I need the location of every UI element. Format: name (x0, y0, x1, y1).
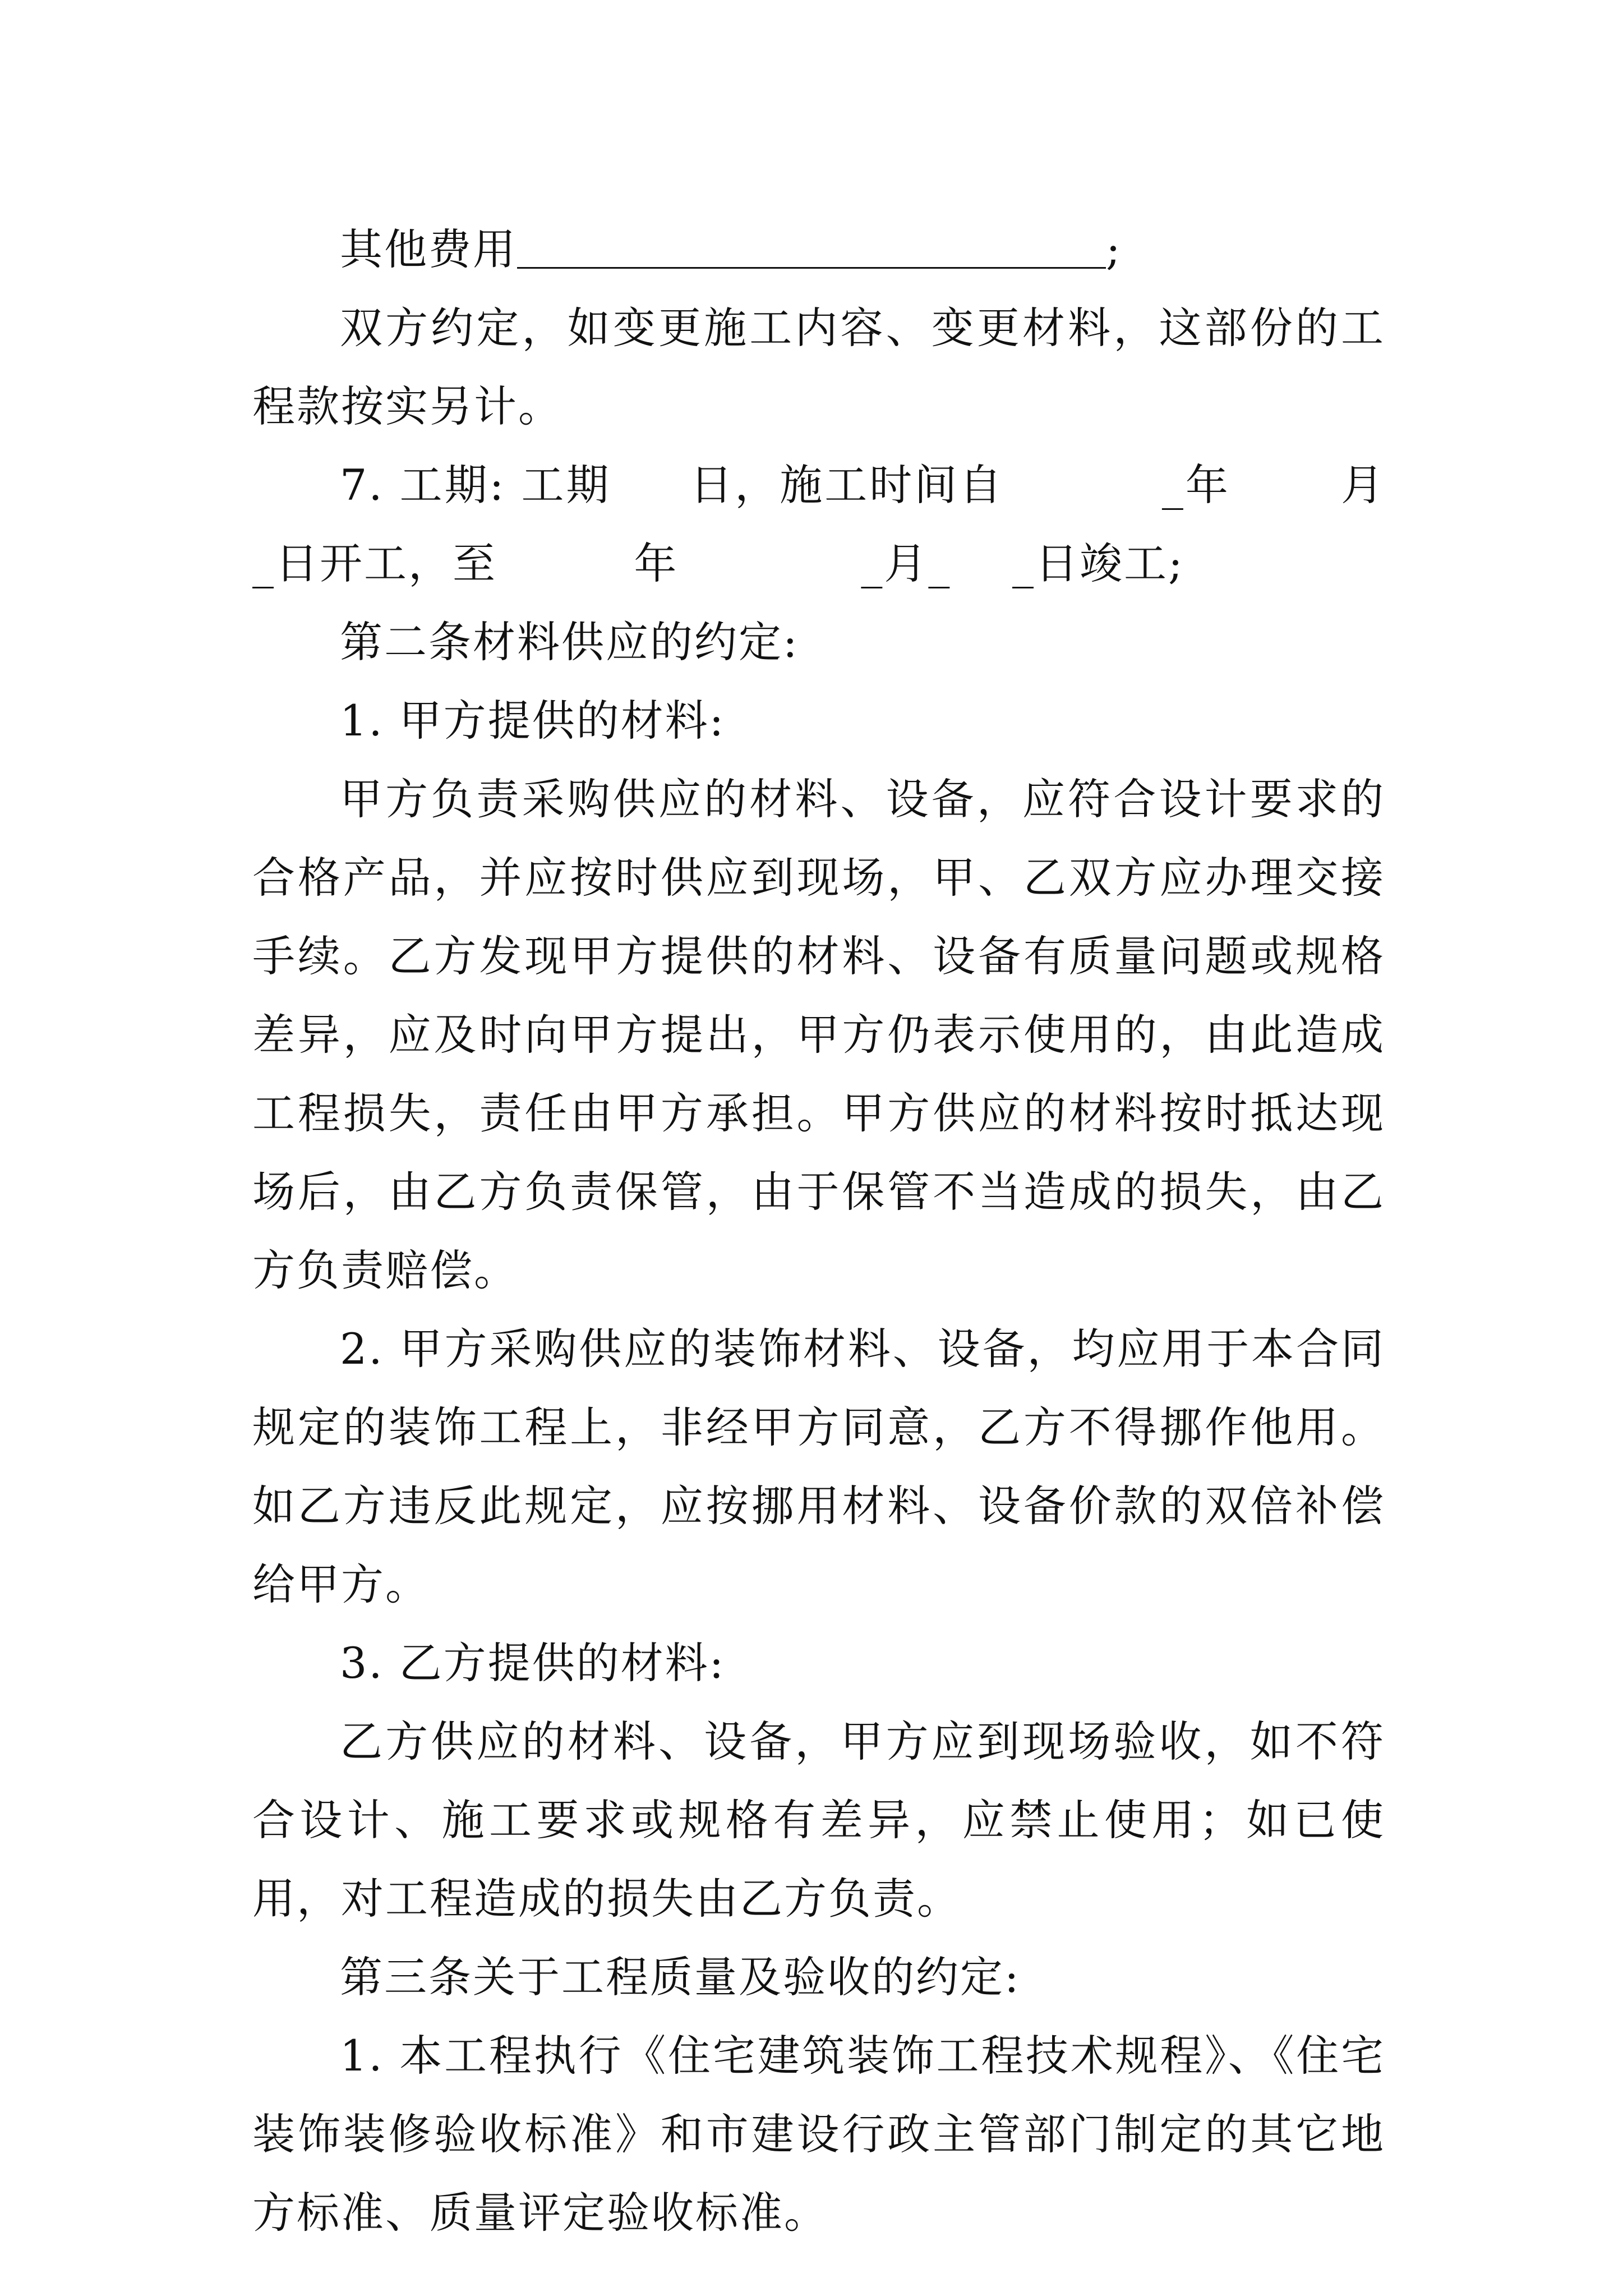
paragraph-party-a-materials: 甲方负责采购供应的材料、设备，应符合设计要求的合格产品，并应按时供应到现场，甲、乙双方应办理交接手续。乙方发现甲方提供的材料、设备有质量问题或规格差异，应及时向甲方提出，甲方仍表示使用的，由此造成工程损失，责任由甲方承担。甲方供应的材料按时抵达现场后，由乙方负责保管，由于保管不当造成的损失，由乙方负责赔偿。 (252, 774, 1385, 1295)
section-heading-quality: 第三条关于工程质量及验收的约定: (340, 1952, 1021, 2002)
paragraph-party-a-purchase: 2. 甲方采购供应的装饰材料、设备，均应用于本合同规定的装饰工程上，非经甲方同意，乙方不得挪作他用。如乙方违反此规定，应按挪用材料、设备价款的双倍补偿给甲方。 (252, 1324, 1385, 1609)
paragraph-party-b-materials-heading: 3. 乙方提供的材料: (340, 1638, 726, 1688)
document-body (252, 210, 1431, 2252)
section-heading-materials: 第二条材料供应的约定: (340, 617, 799, 667)
paragraph-party-b-materials: 乙方供应的材料、设备，甲方应到现场验收，如不符合设计、施工要求或规格有差异，应禁止使用；如已使用，对工程造成的损失由乙方负责。 (252, 1717, 1385, 1924)
paragraph-party-a-materials-heading: 1. 甲方提供的材料: (340, 696, 726, 746)
paragraph-quality-standards: 1. 本工程执行《住宅建筑装饰工程技术规程》、《住宅装饰装修验收标准》和市建设行政主管部门制定的其它地方标准、质量评定验收标准。 (252, 2031, 1385, 2238)
paragraph-other-fees (252, 210, 1385, 289)
paragraph-change-agreement: 双方约定，如变更施工内容、变更材料，这部份的工程款按实另计。 (252, 303, 1385, 431)
paragraph-construction-period: 7. 工期: 工期 日，施工时间自 _年 月 _日开工，至 年 _月_ _日竣工; (252, 460, 1431, 588)
blank-underline (517, 228, 1106, 269)
other-fees-end: ; (1106, 224, 1122, 274)
other-fees-label: 其他费用 (340, 224, 517, 274)
